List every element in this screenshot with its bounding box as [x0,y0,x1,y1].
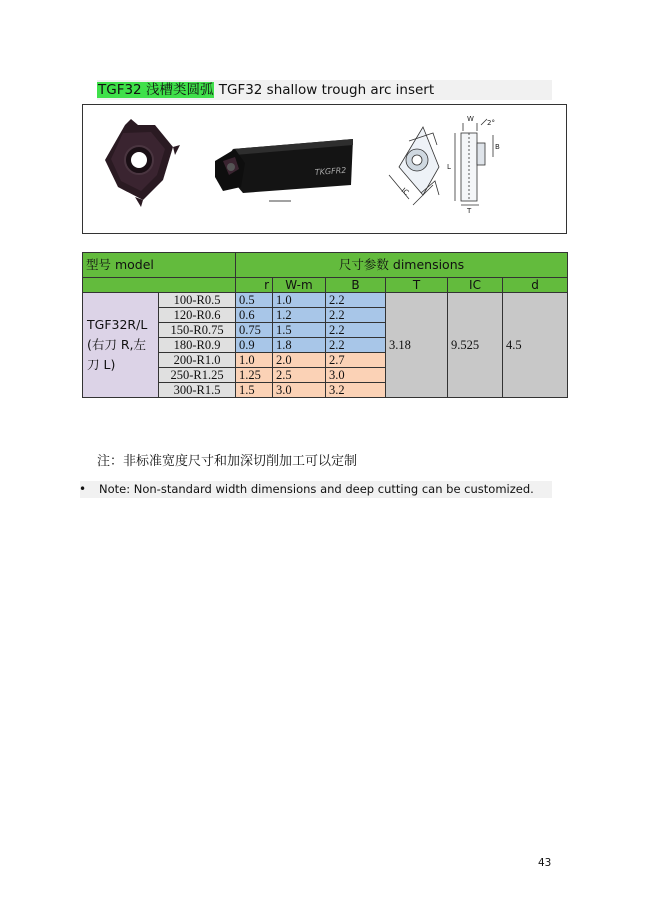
row-wm: 2.5 [273,368,326,383]
label-b: B [495,143,500,151]
product-images [83,105,566,233]
label-ic: IC [399,186,411,198]
row-code: 250-R1.25 [159,368,236,383]
row-wm: 1.5 [273,323,326,338]
title-rest: TGF32 shallow trough arc insert [214,82,435,98]
row-r: 0.75 [236,323,273,338]
note-bullet: • [79,482,87,496]
row-code: 200-R1.0 [159,353,236,368]
row-r: 1.5 [236,383,273,398]
row-code: 120-R0.6 [159,308,236,323]
col-ic: IC [448,278,503,293]
row-wm: 1.8 [273,338,326,353]
row-wm: 1.0 [273,293,326,308]
row-r: 0.9 [236,338,273,353]
value-d: 4.5 [503,293,568,398]
row-r: 0.6 [236,308,273,323]
col-r: r [236,278,273,293]
row-b: 2.2 [326,323,386,338]
row-wm: 1.2 [273,308,326,323]
col-wm: W-m [273,278,326,293]
table-row [83,293,568,308]
row-b: 3.2 [326,383,386,398]
row-b: 2.2 [326,338,386,353]
header-spacer [83,278,236,293]
title-highlight: TGF32 浅槽类圆弧 [98,82,214,98]
spec-table [82,252,568,398]
row-b: 2.2 [326,293,386,308]
label-angle: 2° [487,119,495,127]
product-image-frame [82,104,567,234]
row-b: 2.7 [326,353,386,368]
tool-holder-photo [215,139,353,201]
row-code: 150-R0.75 [159,323,236,338]
row-code: 100-R0.5 [159,293,236,308]
note-chinese: 注：非标准宽度尺寸和加深切削加工可以定制 [97,454,358,469]
row-code: 300-R1.5 [159,383,236,398]
header-dimensions: 尺寸参数 dimensions [236,253,568,278]
note-english: Note: Non-standard width dimensions and deep cutting can be customized. [99,482,534,496]
page-title [97,80,434,100]
tool-holder-text: TKGFR2 [314,165,347,177]
row-b: 2.2 [326,308,386,323]
label-t: T [467,207,472,215]
row-r: 1.25 [236,368,273,383]
col-d: d [503,278,568,293]
page-number: 43 [538,857,552,869]
header-model: 型号 model [83,253,236,278]
header-row-1 [83,253,568,278]
value-ic: 9.525 [448,293,503,398]
header-row-2 [83,278,568,293]
row-wm: 3.0 [273,383,326,398]
col-b: B [326,278,386,293]
row-b: 3.0 [326,368,386,383]
row-code: 180-R0.9 [159,338,236,353]
title-bar [97,80,552,100]
label-l: L [447,163,451,171]
model-name: TGF32R/L (右刀 R,左刀 L) [83,293,159,398]
row-r: 0.5 [236,293,273,308]
row-wm: 2.0 [273,353,326,368]
value-t: 3.18 [386,293,448,398]
label-w: W [467,115,474,123]
col-t: T [386,278,448,293]
insert-photo [105,119,180,207]
row-r: 1.0 [236,353,273,368]
